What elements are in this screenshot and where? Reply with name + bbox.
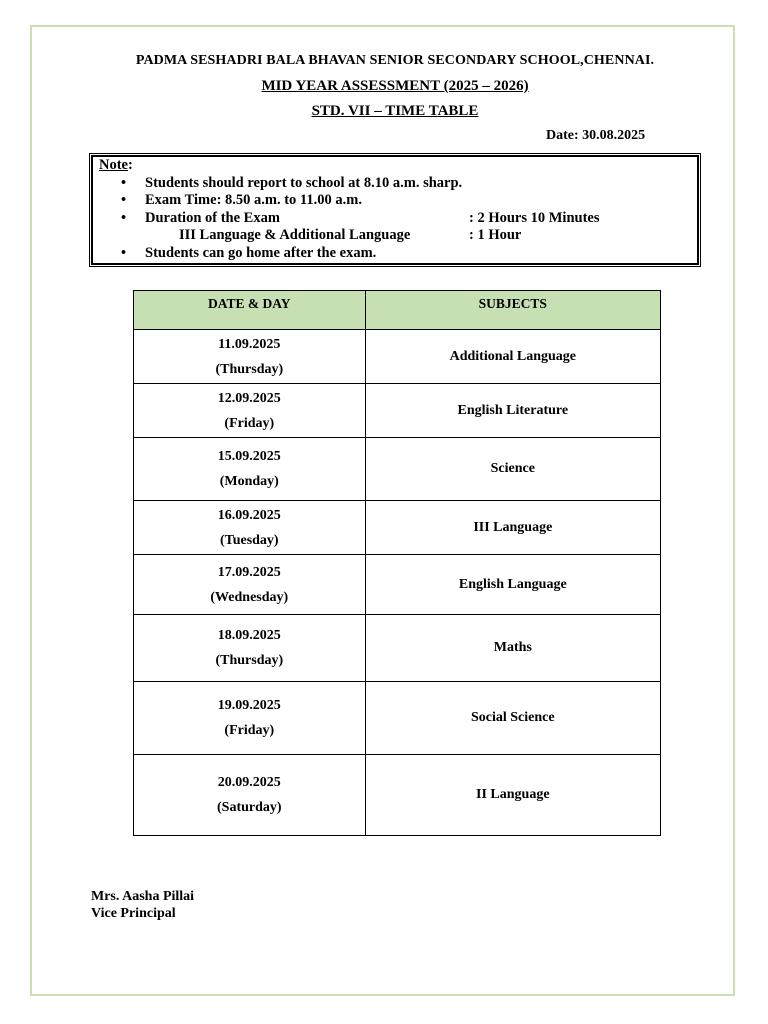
note-heading-line — [99, 157, 697, 175]
date-cell — [134, 384, 366, 438]
signatory-title: Vice Principal — [91, 906, 176, 921]
bullet-icon: • — [121, 209, 127, 226]
issue-date: Date: 30.08.2025 — [546, 128, 646, 143]
bullet-icon: • — [121, 174, 127, 191]
exam-day: (Thursday) — [215, 361, 284, 377]
exam-day: (Saturday) — [217, 800, 282, 815]
date-cell — [134, 755, 366, 836]
note-item-text: Students can go home after the exam. — [145, 244, 377, 261]
note-item — [99, 245, 697, 263]
column-header-date: DATE & DAY — [134, 291, 366, 330]
timetable — [133, 290, 661, 836]
exam-day: (Thursday) — [215, 653, 284, 668]
exam-date: 15.09.2025 — [217, 449, 281, 464]
note-item — [99, 192, 697, 210]
table-row — [134, 615, 661, 682]
date-cell — [134, 682, 366, 755]
signatory-name: Mrs. Aasha Pillai — [91, 889, 195, 904]
exam-day: (Wednesday) — [210, 589, 289, 605]
note-heading-colon: : — [128, 157, 133, 173]
note-box — [91, 155, 699, 265]
exam-date: 16.09.2025 — [217, 507, 281, 523]
subject-cell: Maths — [365, 615, 660, 682]
subject-cell: III Language — [365, 501, 660, 555]
note-item-text: Students should report to school at 8.10 a.m. sharp. — [145, 174, 463, 191]
exam-day: (Friday) — [224, 723, 275, 738]
exam-date: 12.09.2025 — [217, 390, 281, 406]
table-header-row — [134, 291, 661, 330]
note-item-text: Exam Time: 8.50 a.m. to 11.00 a.m. — [145, 192, 362, 208]
note-list — [99, 175, 697, 263]
duration-value: : 2 Hours 10 Minutes — [469, 209, 600, 226]
subject-cell: Science — [365, 438, 660, 501]
date-cell — [134, 501, 366, 555]
note-item — [99, 175, 697, 193]
table-row — [134, 330, 661, 384]
school-name: PADMA SESHADRI BALA BHAVAN SENIOR SECONDARY SCHOOL,CHENNAI. — [135, 53, 655, 68]
note-item — [99, 210, 697, 228]
note-heading: Note — [99, 157, 128, 173]
language-value: : 1 Hour — [469, 227, 522, 243]
exam-date: 17.09.2025 — [217, 564, 281, 580]
exam-day: (Monday) — [219, 474, 279, 489]
table-row — [134, 501, 661, 555]
note-subline — [99, 227, 697, 245]
table-row — [134, 555, 661, 615]
subject-cell: II Language — [365, 755, 660, 836]
table-row — [134, 755, 661, 836]
date-cell — [134, 438, 366, 501]
table-row — [134, 682, 661, 755]
duration-label: Duration of the Exam — [145, 209, 280, 226]
exam-date: 11.09.2025 — [218, 336, 281, 352]
date-cell — [134, 330, 366, 384]
column-header-subjects: SUBJECTS — [365, 291, 660, 330]
subject-cell: Social Science — [365, 682, 660, 755]
language-label: III Language & Additional Language — [179, 227, 411, 243]
exam-day: (Tuesday) — [219, 532, 279, 548]
bullet-icon: • — [121, 244, 127, 261]
bullet-icon: • — [121, 192, 127, 208]
table-row — [134, 384, 661, 438]
exam-date: 19.09.2025 — [217, 698, 281, 713]
exam-day: (Friday) — [224, 415, 275, 431]
subject-cell: English Language — [365, 555, 660, 615]
date-cell — [134, 615, 366, 682]
subject-cell: Additional Language — [365, 330, 660, 384]
date-cell — [134, 555, 366, 615]
signature-block — [91, 888, 194, 922]
exam-date: 20.09.2025 — [217, 775, 281, 790]
table-row — [134, 438, 661, 501]
exam-date: 18.09.2025 — [217, 628, 281, 643]
exam-title: MID YEAR ASSESSMENT (2025 – 2026) — [261, 78, 529, 94]
subject-cell: English Literature — [365, 384, 660, 438]
timetable-title: STD. VII – TIME TABLE — [311, 103, 479, 119]
